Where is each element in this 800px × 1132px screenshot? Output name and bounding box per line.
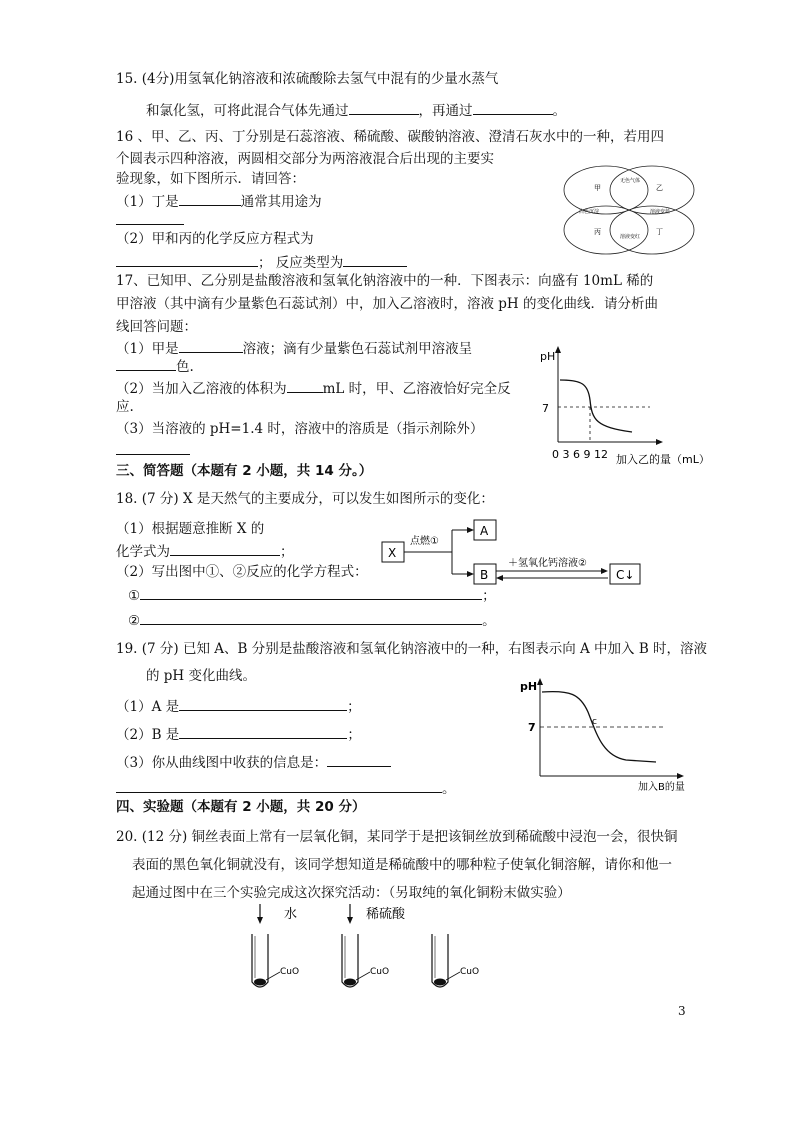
venn-precip: 白色沉淀 bbox=[579, 209, 600, 215]
y-axis-label: pH bbox=[540, 350, 556, 363]
venn-label-bing: 丙 bbox=[594, 228, 601, 236]
q16-line1: 16 、甲、乙、丙、丁分别是石蕊溶液、稀硫酸、碳酸钠溶液、澄清石灰水中的一种，若用四 bbox=[116, 129, 664, 145]
q19-p1-semi: ； bbox=[347, 699, 361, 715]
box-b-label: B bbox=[480, 568, 489, 582]
acid-label: 稀硫酸 bbox=[366, 907, 406, 922]
q17-line2: 甲溶液（其中滴有少量紫色石蕊试剂）中，加入乙溶液时，溶液 pH 的变化曲线．请分析曲 bbox=[116, 296, 658, 312]
q19-line2: 的 pH 变化曲线。 bbox=[146, 668, 256, 684]
venn-red: 溶液变红 bbox=[620, 234, 641, 240]
q18-part1-cont bbox=[116, 541, 294, 561]
q17-part2 bbox=[116, 378, 511, 398]
q17-p2-text-a: （2）当加入乙溶液的体积为 bbox=[116, 381, 287, 397]
q16-line2: 个圆表示四种溶液，两圆相交部分为两溶液混合后出现的主要实 bbox=[116, 151, 494, 167]
water-label: 水 bbox=[284, 907, 298, 922]
q19-p2-semi: ； bbox=[347, 727, 361, 743]
answer-blank[interactable] bbox=[343, 252, 407, 267]
q16-part1 bbox=[116, 191, 322, 211]
box-a-label: A bbox=[480, 524, 489, 538]
answer-blank[interactable] bbox=[349, 100, 419, 115]
q18-mark1: ① bbox=[128, 588, 141, 604]
x-ticks: 0 3 6 9 12 bbox=[552, 448, 608, 461]
answer-blank[interactable] bbox=[327, 752, 391, 767]
page-number: 3 bbox=[678, 1004, 686, 1018]
answer-blank[interactable] bbox=[179, 191, 241, 206]
q19-part1 bbox=[116, 696, 361, 716]
venn-blue: 溶液变蓝 bbox=[650, 209, 671, 215]
q19-end: 。 bbox=[442, 781, 456, 797]
q18-part1: （1）根据题意推断 X 的 bbox=[116, 521, 265, 537]
q16-p2-text-b: ； 反应类型为 bbox=[258, 255, 344, 271]
fire-label: 点燃① bbox=[410, 536, 439, 547]
q16-p1-text-b: 通常其用途为 bbox=[240, 194, 322, 210]
q17-p1-text-a: （1）甲是 bbox=[116, 341, 179, 357]
arrow-to-c bbox=[601, 568, 608, 574]
q15-text-a: 和氯化氢，可将此混合气体先通过 bbox=[146, 103, 349, 119]
q19-part3-cont bbox=[116, 778, 456, 798]
y-axis-arrow bbox=[555, 346, 561, 353]
q17-p2-text-b: mL 时，甲、乙溶液恰好完全反 bbox=[322, 381, 511, 397]
q17-part2-cont: 应. bbox=[116, 399, 134, 415]
q20-line3: 起通过图中在三个实验完成这次探究活动：（另取纯的氧化铜粉末做实验） bbox=[132, 885, 571, 901]
x-axis-arrow bbox=[677, 773, 684, 779]
test-tubes-figure bbox=[238, 902, 498, 994]
answer-blank[interactable] bbox=[179, 696, 347, 711]
ph-chart-q19 bbox=[516, 672, 696, 796]
seven-label: 7 bbox=[528, 721, 536, 734]
q18-reaction-diagram bbox=[378, 514, 658, 594]
ph-chart-q17 bbox=[532, 340, 728, 470]
arrow-to-b bbox=[467, 571, 474, 577]
x-axis-label: 加入乙的量（mL） bbox=[616, 453, 710, 466]
q20-line2: 表面的黑色氧化铜就没有，该同学想知道是稀硫酸中的哪种粒子使氧化铜溶解，请你和他一 bbox=[132, 857, 672, 873]
answer-blank[interactable] bbox=[140, 610, 482, 625]
q15-text-c: 。 bbox=[552, 103, 566, 119]
q19-p2-text: （2）B 是 bbox=[116, 727, 180, 743]
q17-p1-text-c: 色. bbox=[176, 359, 194, 375]
q17-line3: 线回答问题： bbox=[116, 319, 197, 335]
answer-blank[interactable] bbox=[179, 338, 243, 353]
q18-mark2: ② bbox=[128, 613, 141, 629]
tube-third bbox=[432, 934, 479, 987]
arrow-to-a bbox=[467, 527, 474, 533]
q17-part1-cont bbox=[116, 356, 194, 376]
q19-p3-text: （3）你从曲线图中收获的信息是： bbox=[116, 755, 328, 771]
answer-blank[interactable] bbox=[287, 378, 323, 393]
q18-end2: 。 bbox=[482, 613, 496, 629]
section-4-heading: 四、实验题（本题有 2 小题，共 20 分） bbox=[116, 799, 366, 815]
lime-label: ＋氢氧化钙溶液② bbox=[508, 558, 587, 569]
q18-line1: 18. (7 分) X 是天然气的主要成分，可以发生如图所示的变化： bbox=[116, 491, 494, 507]
q18-eq2 bbox=[128, 610, 496, 630]
q17-part1 bbox=[116, 338, 472, 358]
venn-gas: 无色气体 bbox=[620, 178, 641, 184]
q15-line1: 15. (4分)用氢氧化钠溶液和浓硫酸除去氢气中混有的少量水蒸气 bbox=[116, 71, 499, 87]
q15-line2 bbox=[146, 100, 566, 120]
q20-line1: 20. (12 分) 铜丝表面上常有一层氧化铜，某同学于是把该铜丝放到稀硫酸中浸泡一会，很快铜 bbox=[116, 829, 678, 845]
answer-blank[interactable] bbox=[473, 100, 553, 115]
cuo-label: CuO bbox=[460, 967, 480, 977]
tube-acid bbox=[342, 904, 406, 987]
box-c-label: C↓ bbox=[616, 568, 635, 582]
q16-part2: （2）甲和丙的化学反应方程式为 bbox=[116, 231, 314, 247]
q19-part2 bbox=[116, 724, 361, 744]
y-axis-label: pH bbox=[520, 680, 538, 693]
arrow-to-b-back bbox=[496, 575, 503, 581]
tube-water bbox=[252, 904, 299, 987]
answer-blank[interactable] bbox=[116, 356, 176, 371]
cuo-label: CuO bbox=[280, 967, 300, 977]
box-x-label: X bbox=[388, 546, 397, 560]
venn-label-jia: 甲 bbox=[594, 184, 601, 192]
cuo-label: CuO bbox=[370, 967, 390, 977]
section-3-heading: 三、简答题（本题有 2 小题，共 14 分。） bbox=[116, 463, 373, 479]
x-axis-arrow bbox=[656, 439, 663, 445]
q17-line1: 17、已知甲、乙分别是盐酸溶液和氢氧化钠溶液中的一种．下图表示：向盛有 10mL 稀的 bbox=[116, 273, 654, 289]
q16-line3: 验现象，如下图所示．请回答： bbox=[116, 171, 305, 187]
q18-p1-text-c: ； bbox=[280, 544, 294, 560]
answer-blank[interactable] bbox=[116, 440, 190, 455]
point-c-label: c bbox=[592, 717, 597, 727]
q19-part3 bbox=[116, 752, 391, 772]
ph-curve bbox=[560, 380, 632, 432]
q18-part2: （2）写出图中①、②反应的化学方程式： bbox=[116, 564, 368, 580]
answer-blank[interactable] bbox=[116, 778, 442, 793]
q19-p1-text: （1）A 是 bbox=[116, 699, 180, 715]
q17-part3: （3）当溶液的 pH=1.4 时，溶液中的溶质是（指示剂除外） bbox=[116, 421, 484, 437]
x-axis-label: 加入B的量 bbox=[638, 782, 685, 793]
y-axis-arrow bbox=[537, 678, 543, 685]
q16-part2-cont bbox=[116, 252, 407, 272]
seven-label: 7 bbox=[542, 402, 549, 415]
q15-text-b: ，再通过 bbox=[418, 103, 473, 119]
q18-p1-text-b: 化学式为 bbox=[116, 544, 170, 560]
answer-blank[interactable] bbox=[170, 541, 280, 556]
answer-blank[interactable] bbox=[116, 210, 184, 225]
venn-label-yi: 乙 bbox=[656, 184, 663, 192]
venn-diagram bbox=[562, 160, 696, 260]
q17-part3-cont bbox=[116, 440, 190, 460]
q19-line1: 19. (7 分) 已知 A、B 分别是盐酸溶液和氢氧化钠溶液中的一种，右图表示向 A 中加入 B 时，溶液 bbox=[116, 641, 708, 657]
q16-p1-text-a: （1）丁是 bbox=[116, 194, 179, 210]
venn-label-ding: 丁 bbox=[656, 228, 663, 236]
answer-blank[interactable] bbox=[179, 724, 347, 739]
q18-end1: ； bbox=[482, 588, 496, 604]
q17-p1-text-b: 溶液；滴有少量紫色石蕊试剂甲溶液呈 bbox=[242, 341, 473, 357]
q16-part1-cont bbox=[116, 210, 184, 230]
answer-blank[interactable] bbox=[116, 252, 258, 267]
